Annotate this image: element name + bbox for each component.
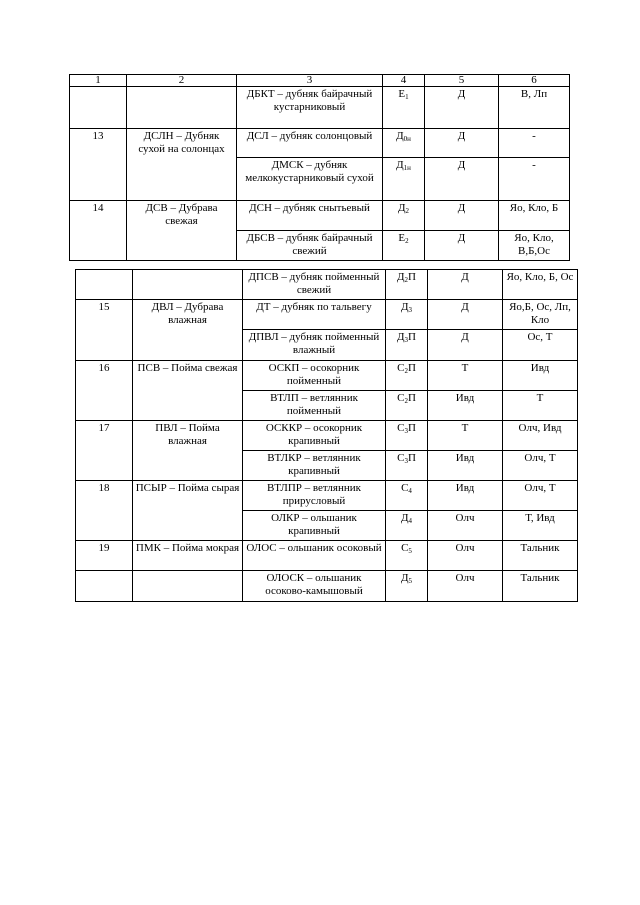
main-species: Д [428,270,503,300]
header-cell: 5 [425,75,499,87]
table-row [70,87,570,129]
main-species: Д [425,231,499,261]
main-species: Ивд [428,481,503,511]
associated-species: - [499,158,570,201]
table-row [76,361,578,391]
associated-species: Олч, Ивд [503,421,578,451]
site-code: $С_4$ [386,481,428,511]
row-number: 13 [70,129,127,201]
site-code: $Д_3П$ [386,330,428,361]
associated-species: В, Лп [499,87,570,129]
header-cell: 2 [127,75,237,87]
associated-species: Яо, Кло, Б [499,201,570,231]
site-code: $Д_5$ [386,571,428,602]
group-name: ПСВ – Пойма свежая [133,361,243,421]
table-row [70,201,570,231]
group-name: ПСЫР – Пойма сырая [133,481,243,541]
forest-type: ДСЛ – дубняк солонцовый [237,129,383,158]
site-code: $С_3П$ [386,451,428,481]
forest-type: ДБКТ – дубняк байрачный кустарниковый [237,87,383,129]
forest-type: ДСН – дубняк снытьевый [237,201,383,231]
main-species: Д [425,201,499,231]
forest-type: ВТЛП – ветлянник пойменный [243,391,386,421]
associated-species: Олч, Т [503,481,578,511]
group-name: ДСВ – Дубрава свежая [127,201,237,261]
row-number [70,87,127,129]
table-row [76,481,578,511]
site-code: $С_2П$ [386,391,428,421]
header-row [70,75,570,87]
site-code: $Д_3$ [386,300,428,330]
main-species: Д [428,330,503,361]
row-number: 16 [76,361,133,421]
main-species: Т [428,361,503,391]
site-code: $С_5$ [386,541,428,571]
table-row [76,421,578,451]
associated-species: Яо, Кло, Б, Ос [503,270,578,300]
forest-type: ДТ – дубняк по тальвегу [243,300,386,330]
main-species: Ивд [428,391,503,421]
associated-species: Т [503,391,578,421]
table-row [70,129,570,158]
group-name: ПМК – Пойма мокрая [133,541,243,571]
row-number: 19 [76,541,133,571]
site-code: $Д_4$ [386,511,428,541]
row-number [76,270,133,300]
row-number: 14 [70,201,127,261]
table-row [76,300,578,330]
main-species: Д [425,87,499,129]
forest-types-table-top [69,74,570,261]
group-name [127,87,237,129]
site-code: $Д_2$ [383,201,425,231]
forest-type: ДМСК – дубняк мелкокустарниковый сухой [237,158,383,201]
associated-species: Яо,Б, Ос, Лп, Кло [503,300,578,330]
forest-type: ОЛОСК – ольшаник осоково-камышовый [243,571,386,602]
forest-types-table-bottom [75,269,578,602]
main-species: Д [425,158,499,201]
main-species: Ивд [428,451,503,481]
associated-species: Яо, Кло, В,Б,Ос [499,231,570,261]
associated-species: Ос, Т [503,330,578,361]
row-number [76,571,133,602]
forest-type: ВТЛПР – ветлянник прирусловый [243,481,386,511]
forest-type: ВТЛКР – ветлянник крапивный [243,451,386,481]
site-code: $Е_1$ [383,87,425,129]
group-name [133,571,243,602]
main-species: Д [425,129,499,158]
forest-type: ДПСВ – дубняк пойменный свежий [243,270,386,300]
site-code: $Д_2П$ [386,270,428,300]
site-code: $Д_{0н}$ [383,129,425,158]
table-row [76,541,578,571]
group-name: ДВЛ – Дубрава влажная [133,300,243,361]
row-number: 15 [76,300,133,361]
header-cell: 3 [237,75,383,87]
main-species: Д [428,300,503,330]
group-name: ДСЛН – Дубняк сухой на солонцах [127,129,237,201]
associated-species: Ивд [503,361,578,391]
main-species: Олч [428,541,503,571]
site-code: $Е_2$ [383,231,425,261]
forest-type: ДПВЛ – дубняк пойменный влажный [243,330,386,361]
main-species: Олч [428,511,503,541]
main-species: Т [428,421,503,451]
associated-species: Тальник [503,571,578,602]
associated-species: Олч, Т [503,451,578,481]
site-code: $С_2П$ [386,361,428,391]
main-species: Олч [428,571,503,602]
site-code: $Д_{1н}$ [383,158,425,201]
forest-type: ОЛОС – ольшаник осоковый [243,541,386,571]
row-number: 18 [76,481,133,541]
table-row [76,270,578,300]
header-cell: 6 [499,75,570,87]
site-code: $С_3П$ [386,421,428,451]
associated-species: Т, Ивд [503,511,578,541]
associated-species: Тальник [503,541,578,571]
forest-type: ОЛКР – ольшаник крапивный [243,511,386,541]
row-number: 17 [76,421,133,481]
table-row [76,571,578,602]
forest-type: ОСКП – осокорник пойменный [243,361,386,391]
group-name [133,270,243,300]
group-name: ПВЛ – Пойма влажная [133,421,243,481]
forest-type: ОСККР – осокорник крапивный [243,421,386,451]
forest-type: ДБСВ – дубняк байрачный свежий [237,231,383,261]
header-cell: 4 [383,75,425,87]
header-cell: 1 [70,75,127,87]
associated-species: - [499,129,570,158]
